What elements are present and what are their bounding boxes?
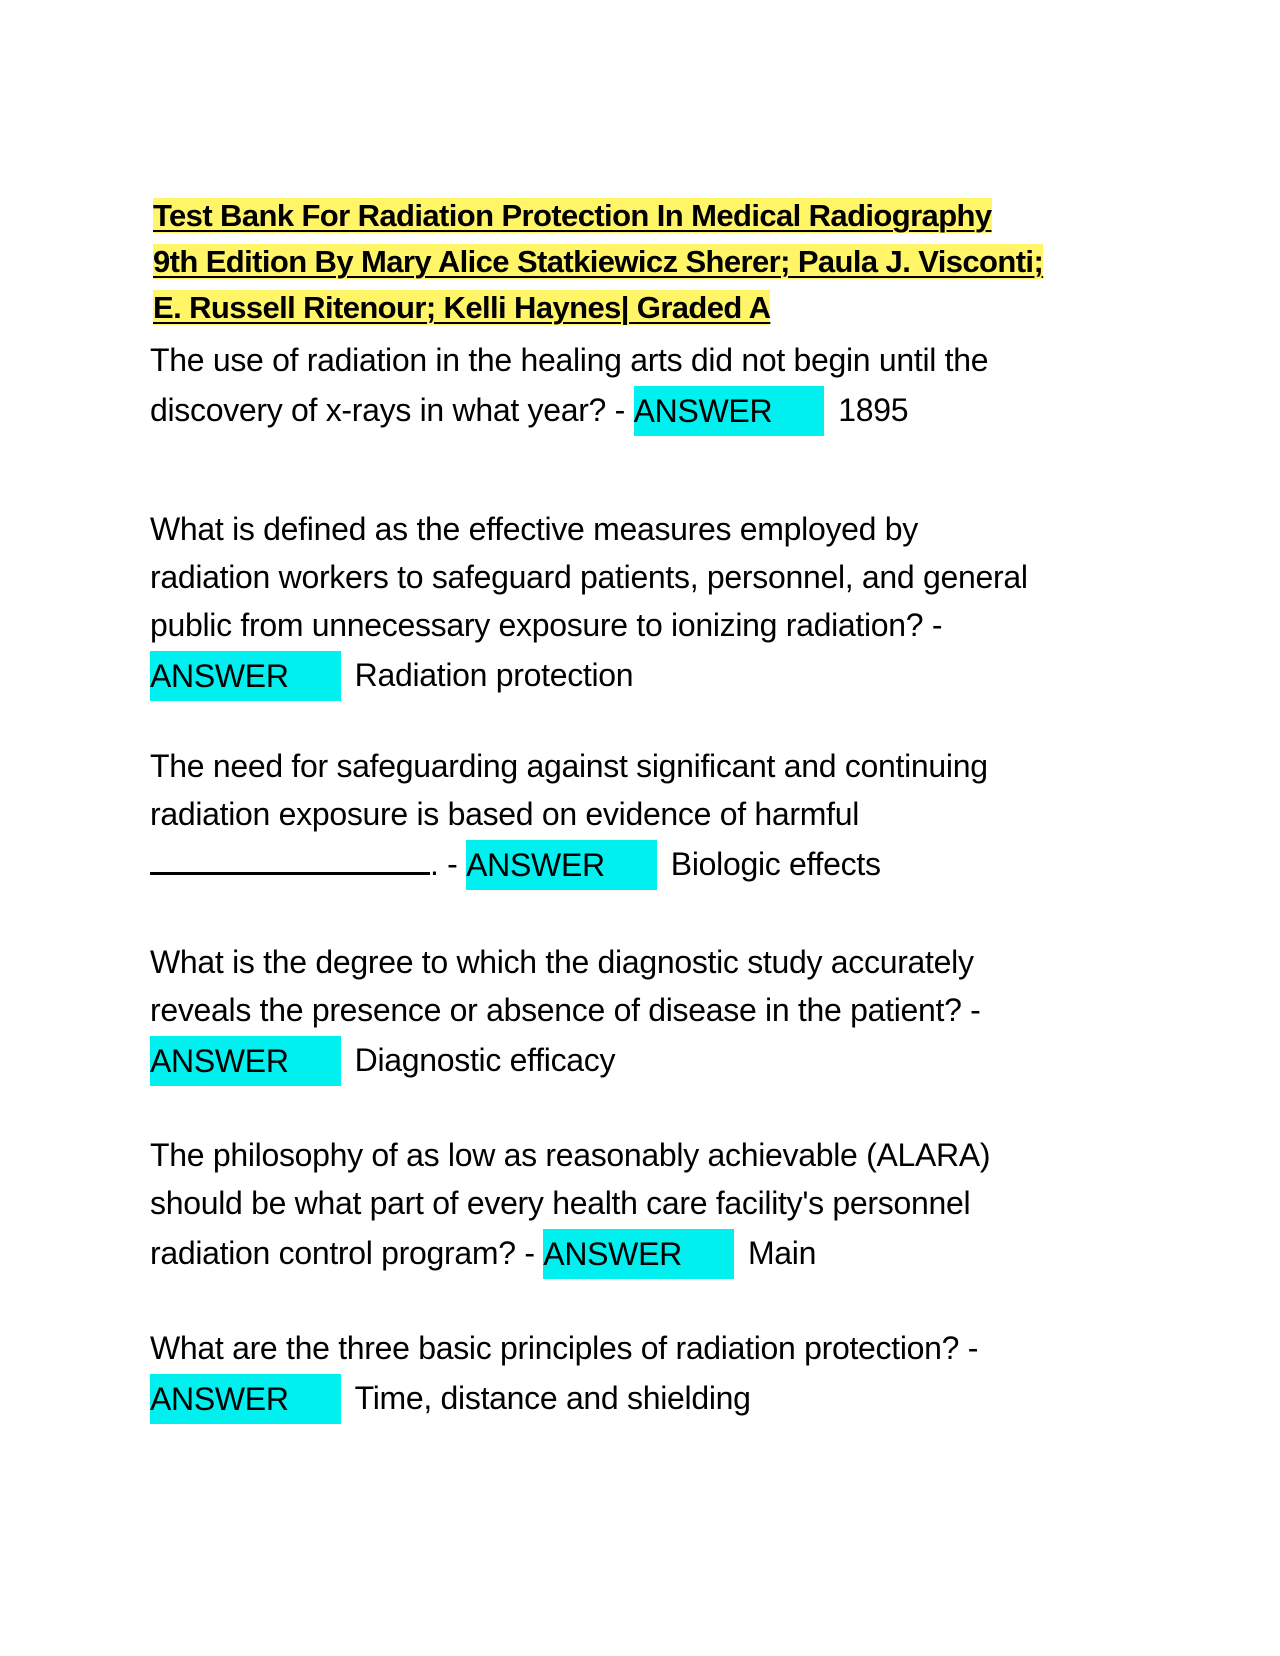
qa-item-1: [150, 336, 1140, 436]
question-line: reveals the presence or absence of disease in the patient? -: [150, 992, 981, 1028]
answer-line: [150, 649, 1140, 701]
title-line-3: E. Russell Ritenour; Kelli Haynes| Graded A: [153, 290, 771, 325]
question-line: The use of radiation in the healing arts did not begin until the: [150, 342, 989, 378]
qa-item-2: [150, 505, 1140, 701]
fill-in-blank: [150, 842, 430, 875]
answer-label: ANSWER: [150, 1036, 341, 1086]
question-answer-line: [150, 1227, 1140, 1279]
qa-item-4: [150, 938, 1140, 1086]
blank-suffix: . -: [430, 846, 467, 882]
answer-text: Diagnostic efficacy: [354, 1042, 616, 1078]
answer-label: ANSWER: [634, 386, 825, 436]
answer-label: ANSWER: [543, 1229, 734, 1279]
answer-text: Main: [747, 1235, 817, 1271]
answer-label: ANSWER: [466, 840, 657, 890]
answer-line: [150, 1372, 1140, 1424]
question-line: radiation exposure is based on evidence of harmful: [150, 796, 860, 832]
title-line-1: Test Bank For Radiation Protection In Medical Radiography: [153, 198, 992, 233]
answer-label: ANSWER: [150, 1374, 341, 1424]
question-line: radiation control program? -: [150, 1235, 544, 1271]
answer-label: ANSWER: [150, 651, 341, 701]
answer-text: Biologic effects: [670, 846, 881, 882]
answer-line: [150, 1034, 1140, 1086]
answer-text: Time, distance and shielding: [354, 1380, 751, 1416]
question-line: public from unnecessary exposure to ionizing radiation? -: [150, 607, 943, 643]
question-line: discovery of x-rays in what year? -: [150, 392, 634, 428]
document-title: [153, 193, 1133, 331]
question-line: What are the three basic principles of radiation protection? -: [150, 1330, 979, 1366]
question-line: The philosophy of as low as reasonably achievable (ALARA): [150, 1137, 991, 1173]
title-line-2: 9th Edition By Mary Alice Statkiewicz Sherer; Paula J. Visconti;: [153, 244, 1044, 279]
answer-text: Radiation protection: [354, 657, 634, 693]
question-line: The need for safeguarding against significant and continuing: [150, 748, 988, 784]
question-line: radiation workers to safeguard patients, personnel, and general: [150, 559, 1028, 595]
question-line: should be what part of every health care facility's personnel: [150, 1185, 971, 1221]
question-answer-line: [150, 384, 1140, 436]
qa-item-5: [150, 1131, 1140, 1279]
question-line: What is the degree to which the diagnostic study accurately: [150, 944, 974, 980]
question-line: What is defined as the effective measures employed by: [150, 511, 918, 547]
qa-item-3: [150, 742, 1140, 890]
blank-answer-line: [150, 838, 1140, 890]
answer-text: 1895: [838, 392, 909, 428]
qa-item-6: [150, 1324, 1140, 1424]
